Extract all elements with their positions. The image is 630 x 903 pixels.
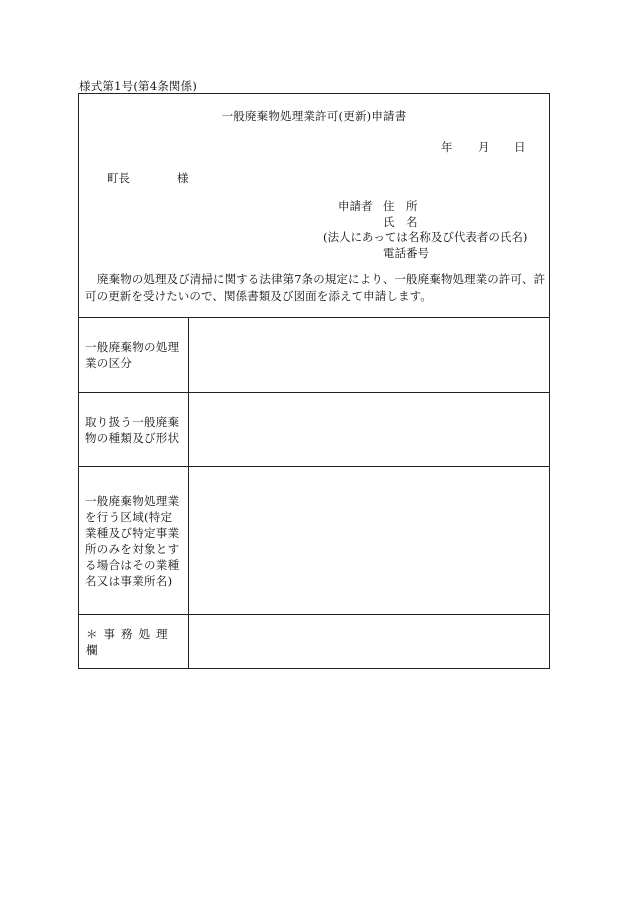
row-value-business-category[interactable] [189,318,549,392]
date-month: 月 [478,140,490,154]
application-statement: 廃棄物の処理及び清掃に関する法律第7条の規定により、一般廃棄物処理業の許可、許可の更新を受けたいので、関係書類及び図面を添えて申請します。 [85,272,546,303]
applicant-label: 申請者 [338,199,373,213]
row-value-waste-type[interactable] [189,393,549,466]
application-form [78,93,550,669]
row-value-service-area[interactable] [189,467,549,614]
form-header [79,94,549,317]
table-row [79,392,549,466]
row-label-business-category: 一般廃棄物の処理業の区分 [79,318,189,392]
addressee-honorific: 様 [177,171,189,185]
date-year: 年 [441,140,453,154]
addressee-title: 町長 [107,171,130,185]
applicant-corporate-note: (法人にあっては名称及び代表者の氏名) [323,230,528,244]
form-table [79,317,549,669]
row-value-office-use[interactable] [189,615,549,669]
date-day: 日 [514,140,526,154]
table-row [79,317,549,392]
form-title: 一般廃棄物処理業許可(更新)申請書 [221,109,407,123]
table-row [79,466,549,614]
row-label-waste-type: 取り扱う一般廃棄物の種類及び形状 [79,393,189,466]
table-row [79,614,549,669]
form-reference: 様式第1号(第4条関係) [79,79,198,93]
applicant-name-label: 氏 名 [383,215,418,229]
applicant-address-label: 住 所 [383,199,418,213]
applicant-phone-label: 電話番号 [383,246,429,260]
row-label-service-area: 一般廃棄物処理業を行う区域(特定業種及び特定事業所のみを対象とする場合はその業種名又は事業所名) [79,467,189,614]
row-label-office-use: ＊事務処理欄 [79,615,189,669]
